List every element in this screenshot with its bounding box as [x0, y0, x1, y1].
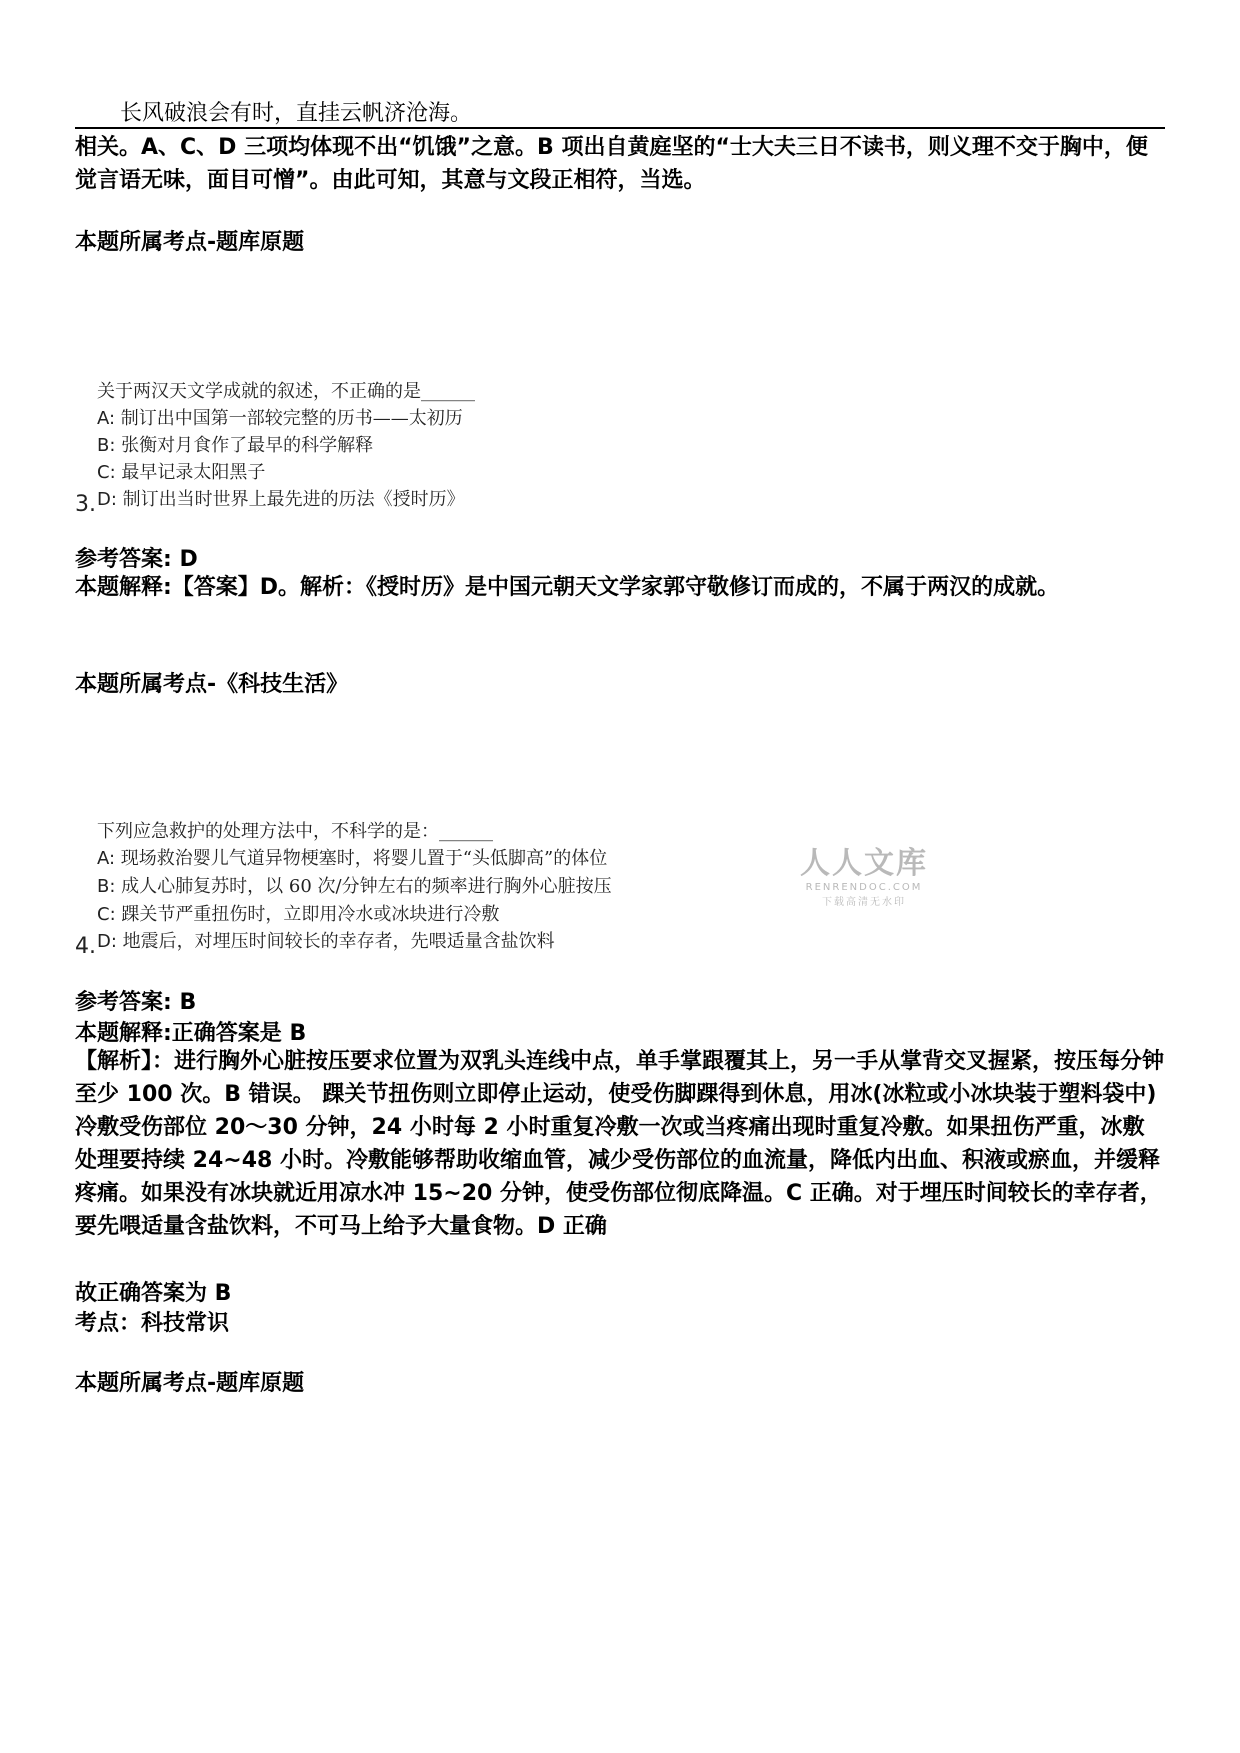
q3-option-d: [97, 485, 465, 511]
watermark-sub: 下载高清无水印: [822, 897, 906, 908]
q3-option-d-text: 制订出当时世界上最先进的历法《授时历》: [122, 489, 465, 510]
prev-analysis: 相关。A、C、D 三项均体现不出“饥饿”之意。B 项出自黄庭坚的“士大夫三日不读书，则义理不交于胸中，便觉言语无味，面目可憎”。由此可知，其意与文段正相符，当选。: [75, 135, 1148, 193]
q4-explain-label: 本题解释:正确答案是 B: [75, 1021, 307, 1046]
q4-conclusion: 故正确答案为 B: [75, 1281, 232, 1306]
q3-option-d-key: D:: [97, 489, 117, 510]
q4-option-b-key: B:: [97, 876, 116, 897]
header-rule: [75, 127, 1165, 129]
watermark-title: 人人文库: [800, 846, 928, 881]
q4-answer: 参考答案: B: [75, 990, 197, 1015]
q3-topic: 本题所属考点-《科技生活》: [75, 672, 349, 697]
q4-option-c-key: C:: [97, 904, 116, 925]
q3-option-b-text: 张衡对月食作了最早的科学解释: [121, 435, 374, 456]
q3-number: 3.: [75, 492, 96, 517]
q3-option-c-text: 最早记录太阳黑子: [121, 462, 266, 483]
q4-number: 4.: [75, 934, 96, 959]
q3-option-b-key: B:: [97, 435, 116, 456]
q4-option-c-text: 踝关节严重扭伤时，立即用冷水或冰块进行冷敷: [121, 904, 500, 925]
q3-option-a-key: A:: [97, 408, 116, 429]
q3-option-b: [97, 431, 373, 457]
q4-option-d: [97, 927, 555, 953]
q3-option-a: [97, 404, 463, 430]
q3-analysis: 本题解释:【答案】D。解析：《授时历》是中国元朝天文学家郭守敬修订而成的，不属于两汉的成就。: [75, 575, 1060, 600]
watermark-url: RENRENDOC.COM: [805, 882, 923, 893]
q4-option-b: [97, 872, 612, 898]
q4-kaodian: 考点：科技常识: [75, 1311, 230, 1336]
q4-option-a-key: A:: [97, 848, 116, 869]
q4-option-c: [97, 900, 499, 926]
q4-stem: 下列应急救护的处理方法中，不科学的是：______: [97, 821, 493, 842]
q4-option-d-text: 地震后，对埋压时间较长的幸存者，先喂适量含盐饮料: [122, 931, 555, 952]
q4-option-a: [97, 844, 607, 870]
header-motto: 长风破浪会有时，直挂云帆济沧海。: [120, 101, 473, 126]
q3-stem: 关于两汉天文学成就的叙述，不正确的是______: [97, 381, 475, 402]
q4-option-b-text: 成人心肺复苏时，以 60 次/分钟左右的频率进行胸外心脏按压: [121, 876, 612, 897]
q4-option-a-text: 现场救治婴儿气道异物梗塞时，将婴儿置于“头低脚高”的体位: [120, 848, 608, 869]
q3-answer: 参考答案: D: [75, 547, 198, 572]
q3-option-c-key: C:: [97, 462, 116, 483]
q3-option-c: [97, 458, 265, 484]
q4-analysis: 【解析】：进行胸外心脏按压要求位置为双乳头连线中点，单手掌跟覆其上，另一手从掌背交叉握紧，按压每分钟至少 100 次。B 错误。 踝关节扭伤则立即停止运动，使受伤脚踝得到休息，用冰(冰粒或小冰块装于塑料袋中)冷敷受伤部位 20～30 分钟，24 小时每 2 小时重复冷敷一次或当疼痛出现时重复冷敷。如果扭伤严重，冰敷处理要持续 24~48 小时。冷敷能够帮助收缩血管，减少受伤部位的血流量，降低内出血、积液或瘀血，并缓释疼痛。如果没有冰块就近用凉水冲 15~20 分钟，使受伤部位彻底降温。C 正确。对于埋压时间较长的幸存者，要先喂适量含盐饮料，不可马上给予大量食物。D 正确: [75, 1049, 1165, 1239]
watermark: [800, 838, 928, 908]
q3-option-a-text: 制订出中国第一部较完整的历书——太初历: [120, 408, 463, 429]
q4-option-d-key: D:: [97, 931, 117, 952]
prev-topic: 本题所属考点-题库原题: [75, 230, 305, 255]
q4-topic: 本题所属考点-题库原题: [75, 1371, 305, 1396]
